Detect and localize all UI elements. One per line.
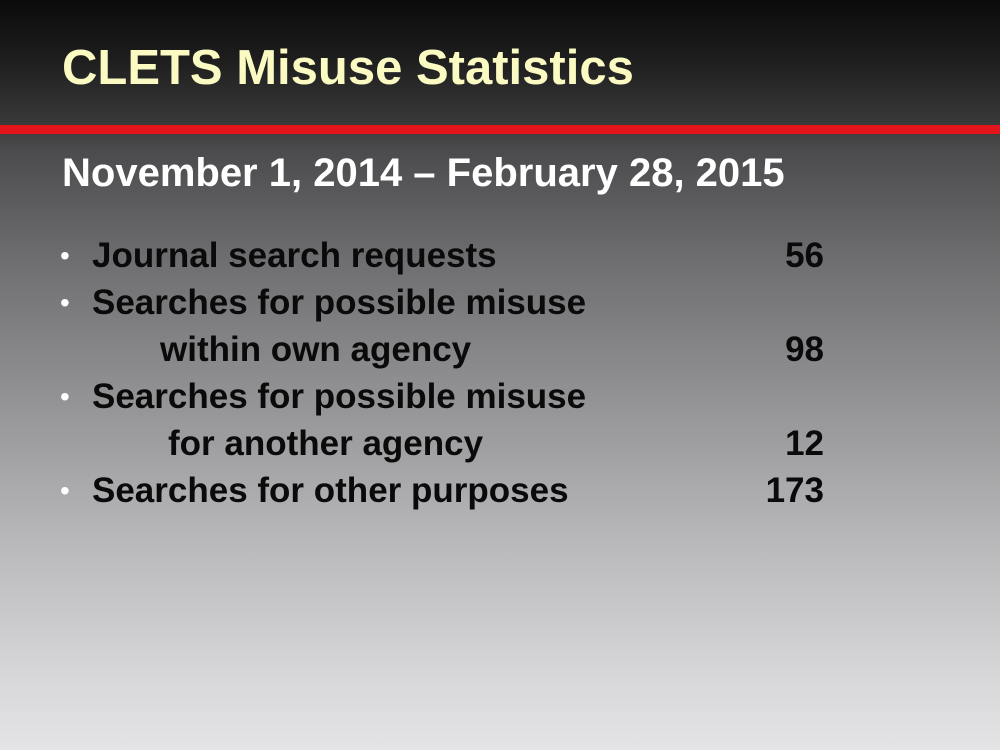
stat-label-continuation: for another agency — [168, 424, 484, 463]
stat-item-journal-search-requests — [60, 232, 840, 279]
stat-value: 12 — [785, 424, 824, 463]
stat-label: Journal search requests — [92, 236, 497, 275]
bullet-icon: • — [60, 240, 70, 271]
stat-label: Searches for possible misuse — [92, 283, 587, 322]
statistics-list — [60, 232, 840, 514]
bullet-icon: • — [60, 475, 70, 506]
stat-value: 98 — [785, 330, 824, 369]
stat-item-misuse-own-agency-continued — [60, 326, 840, 373]
red-divider-rule — [0, 125, 1000, 134]
bullet-icon: • — [60, 287, 70, 318]
bullet-icon: • — [60, 381, 70, 412]
stat-label: Searches for possible misuse — [92, 377, 587, 416]
stat-value: 173 — [765, 471, 824, 510]
stat-label: Searches for other purposes — [92, 471, 569, 510]
stat-label-continuation: within own agency — [160, 330, 472, 369]
stat-item-other-purposes — [60, 467, 840, 514]
stat-item-misuse-own-agency — [60, 279, 840, 326]
stat-item-misuse-another-agency — [60, 373, 840, 420]
stat-value: 56 — [785, 236, 824, 275]
stat-item-misuse-another-agency-continued — [60, 420, 840, 467]
slide-title: CLETS Misuse Statistics — [62, 41, 634, 95]
date-range-subtitle: November 1, 2014 – February 28, 2015 — [62, 151, 785, 195]
